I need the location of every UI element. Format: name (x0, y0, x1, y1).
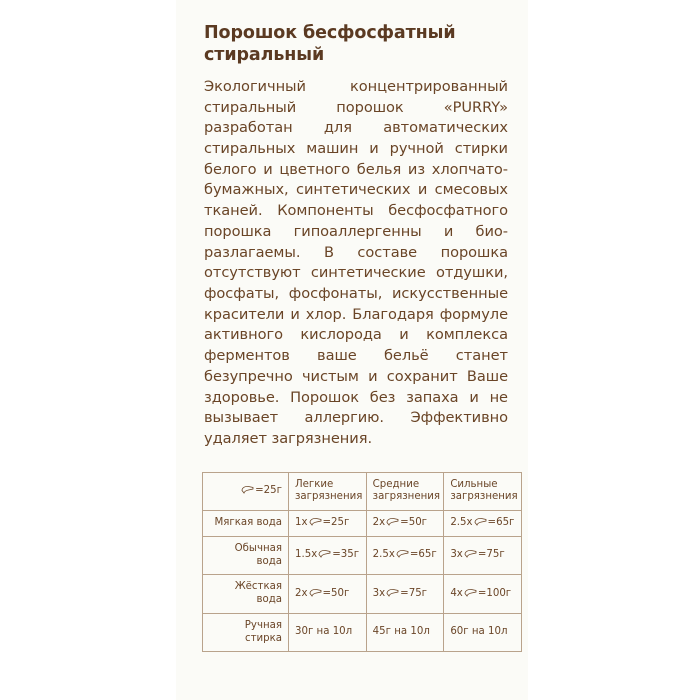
scoop-icon (241, 485, 254, 494)
cell-suffix: =65г (409, 549, 437, 561)
cell-prefix: 3x (372, 587, 386, 599)
cell-suffix: =50г (400, 517, 428, 529)
cell-soft-light (289, 511, 367, 537)
cell-normal-heavy (444, 536, 522, 575)
cell-hand-light: 30г на 10л (289, 613, 367, 652)
cell-hand-heavy: 60г на 10л (444, 613, 522, 652)
right-gutter (528, 0, 700, 700)
cell-prefix: 1x (295, 517, 308, 529)
cell-hard-light (289, 575, 367, 614)
cell-prefix: 2.5x (450, 517, 473, 529)
scoop-icon (396, 549, 409, 558)
dosage-unit-header (203, 472, 289, 511)
cell-prefix: 2.5x (372, 549, 395, 561)
cell-soft-heavy (444, 511, 522, 537)
left-gutter (0, 0, 176, 700)
label-panel (176, 0, 528, 700)
cell-prefix: 4x (450, 587, 463, 599)
cell-hard-medium (366, 575, 444, 614)
cell-prefix: 3x (450, 549, 463, 561)
dosage-unit-label: =25г (255, 485, 282, 497)
row-header-hard-water: Жёсткая вода (203, 575, 289, 614)
cell-soft-medium (366, 511, 444, 537)
table-row (203, 536, 522, 575)
scoop-icon (464, 588, 477, 597)
column-header-medium: Средние загрязнения (366, 472, 444, 511)
table-row (203, 613, 522, 652)
scoop-icon (474, 517, 487, 526)
product-description (204, 77, 508, 450)
dosage-table-wrap (202, 472, 518, 653)
cell-hand-medium: 45г на 10л (366, 613, 444, 652)
scoop-icon (309, 588, 322, 597)
cell-normal-medium (366, 536, 444, 575)
description-paragraph: Экологичный концентрированный стиральный порошок «PURRY» разработан для автоматических стиральных машин и ручной стирки белого и цветного белья из хлопчато-бумажных, синтетических и смесовых тканей. Компоненты бесфосфатного порошка гипоаллергенны и био-разлагаемы. В составе порошка отсутствуют синтетические отдушки, фосфаты, фосфонаты, искусственные красители и хлор. Благодаря формуле активного кислорода и комплекса ферментов ваше бельё станет безупречно чистым и сохранит Ваше здоровье. Порошок без запаха и не вызывает аллергию. Эффективно удаляет загрязнения. (204, 77, 508, 447)
table-row (203, 511, 522, 537)
scoop-icon (464, 549, 477, 558)
scoop-icon (309, 517, 322, 526)
cell-hard-heavy (444, 575, 522, 614)
table-row (203, 575, 522, 614)
column-header-light: Легкие загрязнения (289, 472, 367, 511)
cell-suffix: =50г (322, 587, 350, 599)
cell-prefix: 2x (372, 517, 386, 529)
cell-suffix: =25г (322, 517, 350, 529)
cell-suffix: =65г (487, 517, 515, 529)
scoop-icon (386, 517, 399, 526)
scoop-icon (386, 588, 399, 597)
row-header-normal-water: Обычная вода (203, 536, 289, 575)
cell-suffix: =75г (477, 549, 505, 561)
cell-suffix: =75г (400, 587, 428, 599)
cell-prefix: 2x (295, 587, 308, 599)
column-header-heavy: Сильные загрязнения (444, 472, 522, 511)
row-header-hand-wash: Ручная стирка (203, 613, 289, 652)
page-title: Порошок бесфосфатный стиральный (204, 23, 456, 66)
scoop-icon (318, 549, 331, 558)
cell-suffix: =35г (332, 549, 360, 561)
cell-prefix: 1.5x (295, 549, 318, 561)
cell-suffix: =100г (477, 587, 512, 599)
dosage-table (202, 472, 522, 653)
cell-normal-light (289, 536, 367, 575)
row-header-soft-water: Мягкая вода (203, 511, 289, 537)
table-header-row (203, 472, 522, 511)
